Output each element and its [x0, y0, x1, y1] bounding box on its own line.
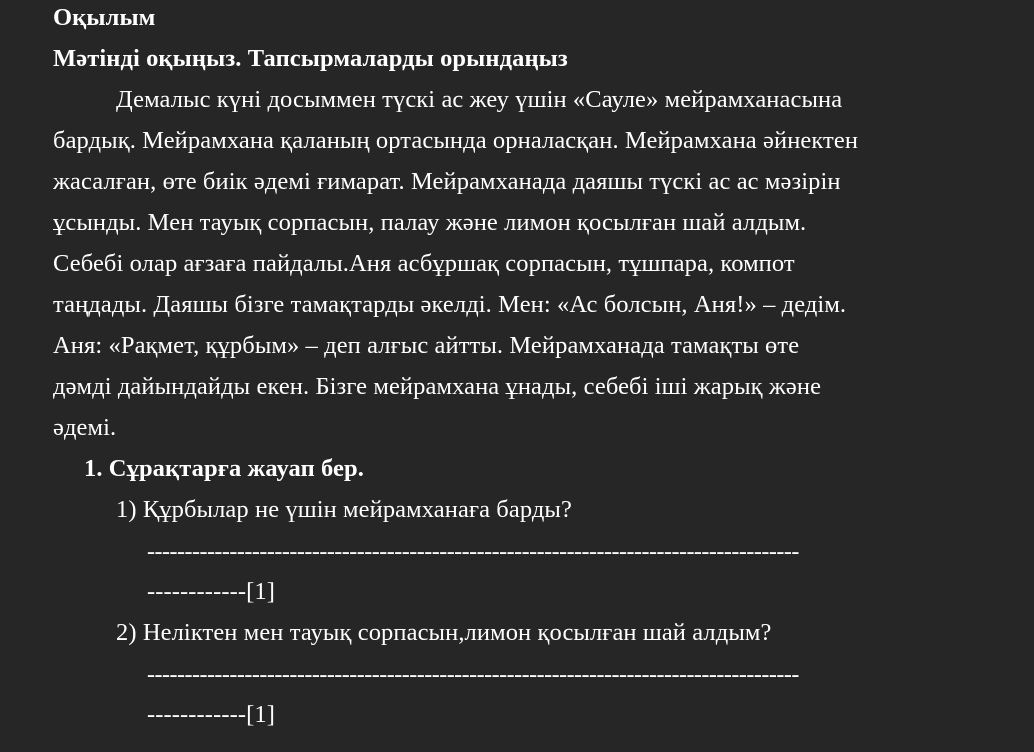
- task-title: 1. Сұрақтарға жауап бер.: [84, 455, 364, 482]
- paragraph-line: Аня: «Рақмет, құрбым» – деп алғыс айтты. Мейрамханада тамақты өте: [53, 332, 800, 359]
- section-heading: Оқылым: [53, 4, 156, 31]
- instruction-heading: Мәтінді оқыңыз. Тапсырмаларды орындаңыз: [53, 45, 568, 72]
- question-text: 1) Құрбылар не үшін мейрамханаға барды?: [116, 496, 572, 523]
- paragraph-line: таңдады. Даяшы бізге тамақтарды әкелді. Мен: «Ас болсын, Аня!» – дедім.: [53, 291, 847, 318]
- answer-line: ---------------------------------------------------------------------------------------: [147, 662, 799, 688]
- paragraph-line: жасалған, өте биік әдемі ғимарат. Мейрамханада даяшы түскі ас ас мәзірін: [53, 168, 841, 195]
- paragraph-line: бардық. Мейрамхана қаланың ортасында орналасқан. Мейрамхана әйнектен: [53, 127, 859, 154]
- answer-mark-line: ------------[1]: [147, 701, 275, 728]
- paragraph-line: Себебі олар ағзаға пайдалы.Аня асбұршақ сорпасын, тұшпара, компот: [53, 250, 795, 277]
- answer-line: ---------------------------------------------------------------------------------------: [147, 539, 799, 565]
- paragraph-line: әдемі.: [53, 414, 117, 441]
- answer-mark-line: ------------[1]: [147, 578, 275, 605]
- paragraph-line: ұсынды. Мен тауық сорпасын, палау және лимон қосылған шай алдым.: [53, 209, 807, 236]
- paragraph-line: дәмді дайындайды екен. Бізге мейрамхана ұнады, себебі іші жарық және: [53, 373, 822, 400]
- paragraph-line: Демалыс күні досыммен түскі ас жеу үшін «Сауле» мейрамханасына: [116, 86, 843, 113]
- question-text: 2) Неліктен мен тауық сорпасын,лимон қосылған шай алдым?: [116, 619, 772, 646]
